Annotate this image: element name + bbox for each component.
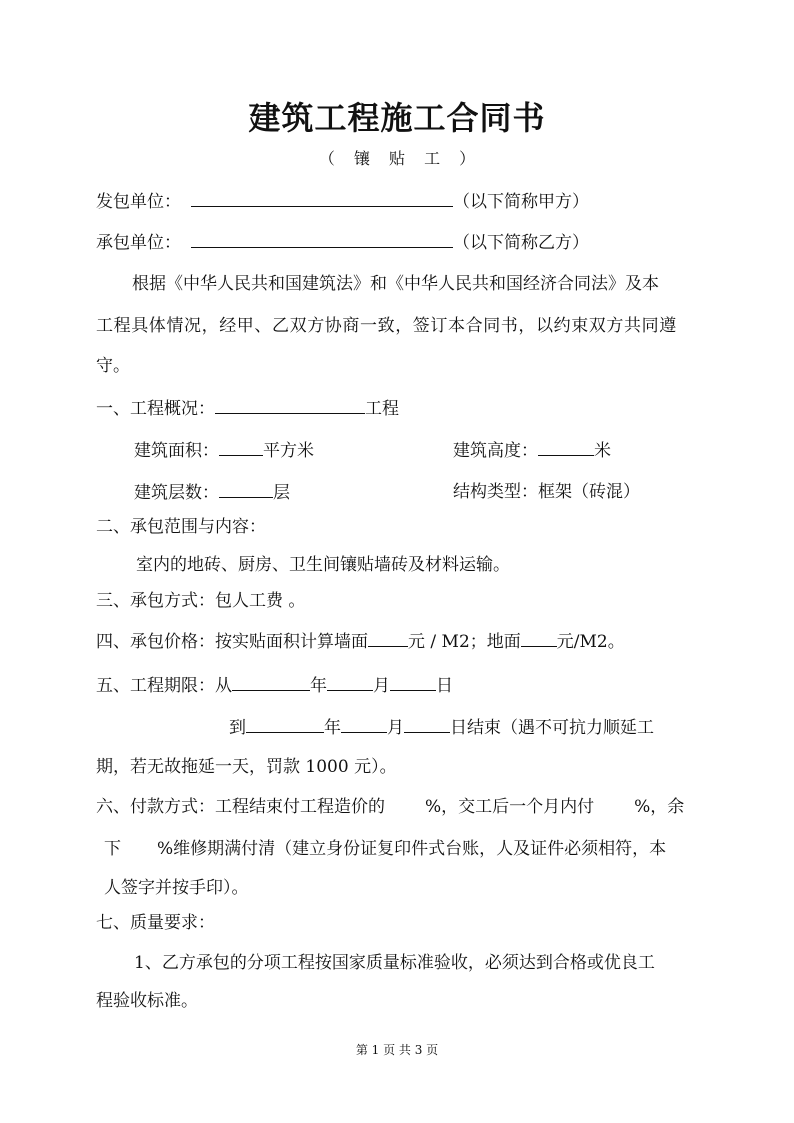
employer-field[interactable]	[191, 190, 453, 207]
section-6-line-2	[104, 838, 666, 860]
contractor-note: （以下简称乙方）	[453, 233, 589, 253]
section-6-text-a: 六、付款方式：工程结束付工程造价的	[96, 797, 385, 817]
section-5-continuation: 期，若无故拖延一天，罚款 1000 元）。	[96, 757, 397, 777]
floors-field[interactable]	[219, 481, 273, 498]
section-4-text-c: 元/M2。	[556, 632, 625, 652]
month-label: 月	[373, 676, 390, 696]
preamble-line-2: 工程具体情况，经甲、乙双方协商一致，签订本合同书，以约束双方共同遵	[96, 316, 677, 336]
preamble-line-1: 根据《中华人民共和国建筑法》和《中华人民共和国经济合同法》及本	[132, 274, 659, 294]
employer-note: （以下简称甲方）	[453, 192, 589, 212]
section-7-item-1: 1、乙方承包的分项工程按国家质量标准验收，必须达到合格或优良工	[134, 953, 655, 973]
year-label: 年	[324, 718, 341, 738]
document-subtitle: （ 镶 贴 工 ）	[318, 149, 476, 168]
preamble-line-3: 守。	[96, 356, 130, 376]
section-5-label: 五、工程期限：从	[96, 676, 232, 696]
employer-label: 发包单位：	[96, 192, 181, 212]
section-6-text-c: %，余	[634, 797, 685, 817]
section-6-line-3: 人签字并按手印）。	[104, 878, 249, 898]
end-year-field[interactable]	[246, 716, 324, 733]
floors-unit: 层	[273, 483, 290, 503]
employer-line	[96, 190, 589, 213]
contractor-label: 承包单位：	[96, 233, 181, 253]
section-6-text-b: %，交工后一个月内付	[425, 797, 595, 817]
year-label: 年	[310, 676, 327, 696]
section-4-line	[96, 630, 625, 653]
end-day-field[interactable]	[404, 716, 450, 733]
section-6-text-d: 下	[104, 839, 121, 859]
area-unit: 平方米	[263, 441, 314, 461]
section-5-line	[96, 674, 453, 697]
section-1-line	[96, 397, 399, 420]
section-7-label: 七、质量要求：	[96, 913, 215, 933]
wall-price-field[interactable]	[368, 630, 408, 647]
section-4-text-a: 四、承包价格：按实贴面积计算墙面	[96, 632, 368, 652]
section-6-line-1	[96, 796, 684, 818]
section-2-label: 二、承包范围与内容：	[96, 517, 266, 537]
section-5-end-line	[229, 716, 654, 739]
project-name-field[interactable]	[215, 397, 365, 414]
section-6-text-e: %维修期满付清（建立身份证复印件式台账，人及证件必须相符，本	[157, 839, 667, 859]
start-year-field[interactable]	[232, 674, 310, 691]
area-field[interactable]	[219, 439, 263, 456]
project-suffix: 工程	[365, 399, 399, 419]
height-label: 建筑高度：	[453, 441, 538, 461]
height-unit: 米	[594, 441, 611, 461]
document-title: 建筑工程施工合同书	[248, 99, 546, 137]
to-label: 到	[229, 718, 246, 738]
floors-label: 建筑层数：	[134, 483, 219, 503]
section-4-text-b: 元 / M2；地面	[408, 632, 521, 652]
section-2-text: 室内的地砖、厨房、卫生间镶贴墙砖及材料运输。	[136, 555, 510, 575]
month-label: 月	[387, 718, 404, 738]
floor-price-field[interactable]	[521, 630, 557, 647]
section-7-item-1-cont: 程验收标准。	[96, 991, 198, 1011]
page-footer: 第 1 页 共 3 页	[355, 1043, 439, 1057]
section-1-label: 一、工程概况：	[96, 399, 215, 419]
height-line	[453, 439, 611, 462]
area-line	[134, 439, 314, 462]
section-3-text: 三、承包方式：包人工费 。	[96, 591, 306, 611]
structure-type: 结构类型：框架（砖混）	[453, 482, 640, 502]
section-5-end-text: 日结束（遇不可抗力顺延工	[450, 718, 654, 738]
area-label: 建筑面积：	[134, 441, 219, 461]
floors-line	[134, 481, 290, 504]
end-month-field[interactable]	[341, 716, 387, 733]
height-field[interactable]	[538, 439, 594, 456]
day-label: 日	[436, 676, 453, 696]
start-day-field[interactable]	[390, 674, 436, 691]
start-month-field[interactable]	[327, 674, 373, 691]
contractor-field[interactable]	[191, 231, 453, 248]
contractor-line	[96, 231, 589, 254]
